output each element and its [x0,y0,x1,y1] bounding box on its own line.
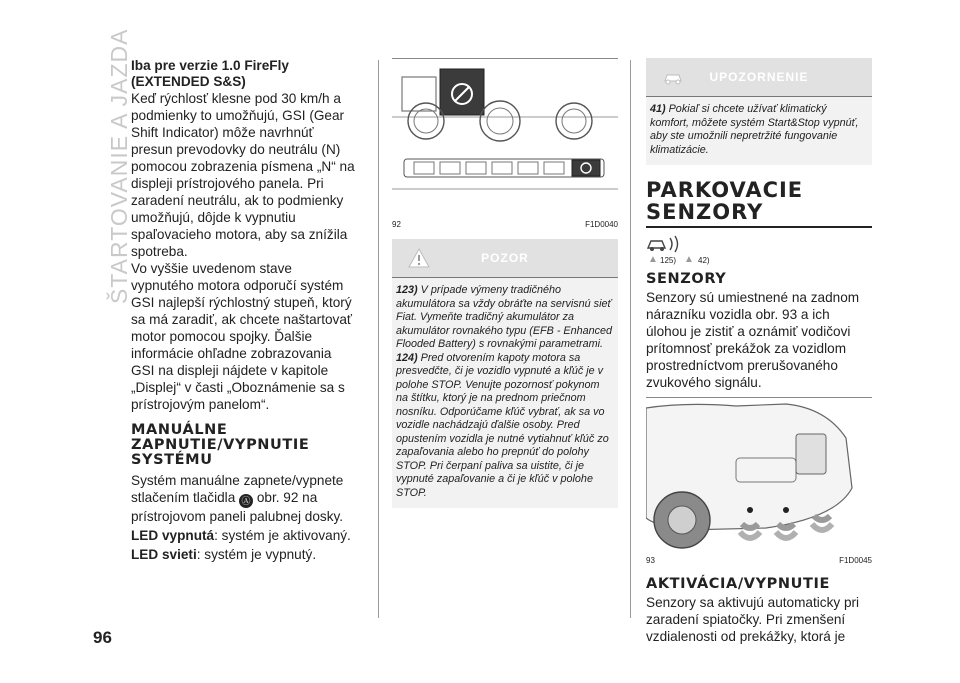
column-divider-right [630,60,631,618]
warning-item-124 [396,352,614,501]
warning-item-number: 124) [396,351,418,364]
column-2 [392,58,618,508]
notice-item-number: 41) [650,103,666,115]
sensors-subheading: SENZORY [646,271,727,287]
parking-sensors-heading: PARKOVACIE SENZORY [646,178,804,224]
led-off-line [131,527,357,544]
warning-box-upozornenie [646,58,872,165]
led-on-description: : systém je vypnutý. [196,547,317,562]
led-off-description: : systém je aktivovaný. [214,528,351,543]
figure-92 [392,58,618,217]
figure-93-number: 93 [646,556,655,565]
column-3 [646,58,872,645]
paragraph-gsi-restart: Vo vyššie uvedenom stave vypnutého motora odporučí systém GSI najlepší rýchlostný stupeň, ktorý sa má zaradiť, ak chcete naštartovať motor pomocou spojky. Ďalšie informácie ohľadne zobrazovania GSI na displeji nájdete v kapitole „Displej“ v časti „Oboznámenie sa s prístrojovým panelom“. [131,261,353,412]
chapter-side-title [74,28,132,304]
figure-92-code: F1D0040 [585,220,618,229]
warning-item-text: V prípade výmeny tradičného akumulátora sa vždy obráťte na servisnú sieť Fiat. Vymeňte tradičný akumulátor za akumulátor rovnakého typu (EFB - Enhanced Flooded Battery) s rovnakými parametrami. [396,284,613,350]
chapter-side-title-text: ŠTARTOVANIE A JAZDA [106,28,132,304]
manual-toggle-text-start: Systém manuálne zapnete/vypnete stlačením tlačidla [131,473,344,505]
figure-93-caption [646,556,872,565]
warning-triangle-icon [408,248,430,268]
warning-ref-icon: ▲ [648,254,658,265]
heading-rule [646,226,872,228]
section-heading-extended: (EXTENDED S&S) [131,74,246,89]
figure-92-caption [392,220,618,229]
column-1 [131,58,357,563]
warning-box-pozor [392,239,618,508]
paragraph-sensors: Senzory sú umiestnené na zadnom nárazníku vozidla obr. 93 a ich úlohou je zistiť a oznámiť vodičovi prítomnosť prekážok za vozidlom prostredníctvom prerušovaného zvukového signálu. [646,290,860,390]
led-off-label: LED vypnutá [131,528,215,543]
notice-ref-icon: ▲ [684,254,694,265]
paragraph-activation: Senzory sa aktivujú automaticky pri zaradení spiatočky. Pri zmenšení vzdialenosti od prekážky, ktorá je [646,595,860,644]
page-number: 96 [93,628,112,647]
warning-item-number: 123) [396,284,418,296]
warning-ref-number: 125) [660,256,677,265]
figure-93-code: F1D0045 [839,556,872,565]
warning-banner [392,239,618,277]
start-stop-button-icon: Ⓐ [239,494,253,508]
warning-title: POZOR [481,251,529,265]
manual-toggle-text-end: obr. 92 na prístrojovom paneli palubnej dosky. [131,490,344,524]
notice-text-body [646,97,872,165]
section-heading-manual-toggle: MANUÁLNE ZAPNUTIE/VYPNUTIE SYSTÉMU [131,422,310,468]
dashboard-panel-illustration [392,59,618,217]
warning-item-123 [396,284,614,352]
section-heading-firefly: Iba pre verzie 1.0 FireFly [131,58,289,73]
activation-heading: AKTIVÁCIA/VYPNUTIE [646,576,831,592]
notice-ref-number: 42) [698,256,710,265]
led-on-line [131,546,357,563]
warning-item-text: Pred otvorením kapoty motora sa presvedčte, či je vozidlo vypnuté a kľúč je v polohe STOP. Venujte pozornosť pokynom na štítku, ktorý je na prednom priečnom nosníku. Odporúčame kľúč vybrať, ak sa vo vozidle nachádzajú ďalšie osoby. Pred opustením vozidla je nutné vytiahnuť kľúč zo zapaľovania alebo ho prepnúť do polohy STOP. Pri čerpaní paliva sa uistite, či je vypnuté zapaľovanie a či je kľúč v polohe STOP. [396,351,609,499]
rear-bumper-sensors-illustration [646,398,872,553]
notice-item-text: Pokiaľ si chcete užívať klimatický komfort, môžete systém Start&Stop vypnúť, aby ste umožnili nepretržité fungovanie klimatizácie. [650,103,859,156]
notice-banner [646,58,872,96]
paragraph-gsi-neutral: Keď rýchlosť klesne pod 30 km/h a podmienky to umožňujú, GSI (Gear Shift Indicator) môže navrhnúť presun prevodovky do neutrálu (N) pomocou zobrazenia písmena „N“ na displeji prístrojového panela. Pri zaradení neutrálu, ak to podmienky umožňujú, dôjde k vypnutiu spaľovacieho motora, aby sa znížila spotreba. [131,91,355,259]
figure-92-number: 92 [392,220,401,229]
warning-text-body [392,278,618,508]
notice-title: UPOZORNENIE [709,70,809,84]
reference-icons [646,234,872,268]
parking-sensor-icon [646,234,686,254]
column-divider-left [378,60,379,618]
car-notice-icon [662,67,684,87]
figure-93 [646,397,872,553]
paragraph-manual-toggle [131,472,357,525]
led-on-label: LED svieti [131,547,197,562]
